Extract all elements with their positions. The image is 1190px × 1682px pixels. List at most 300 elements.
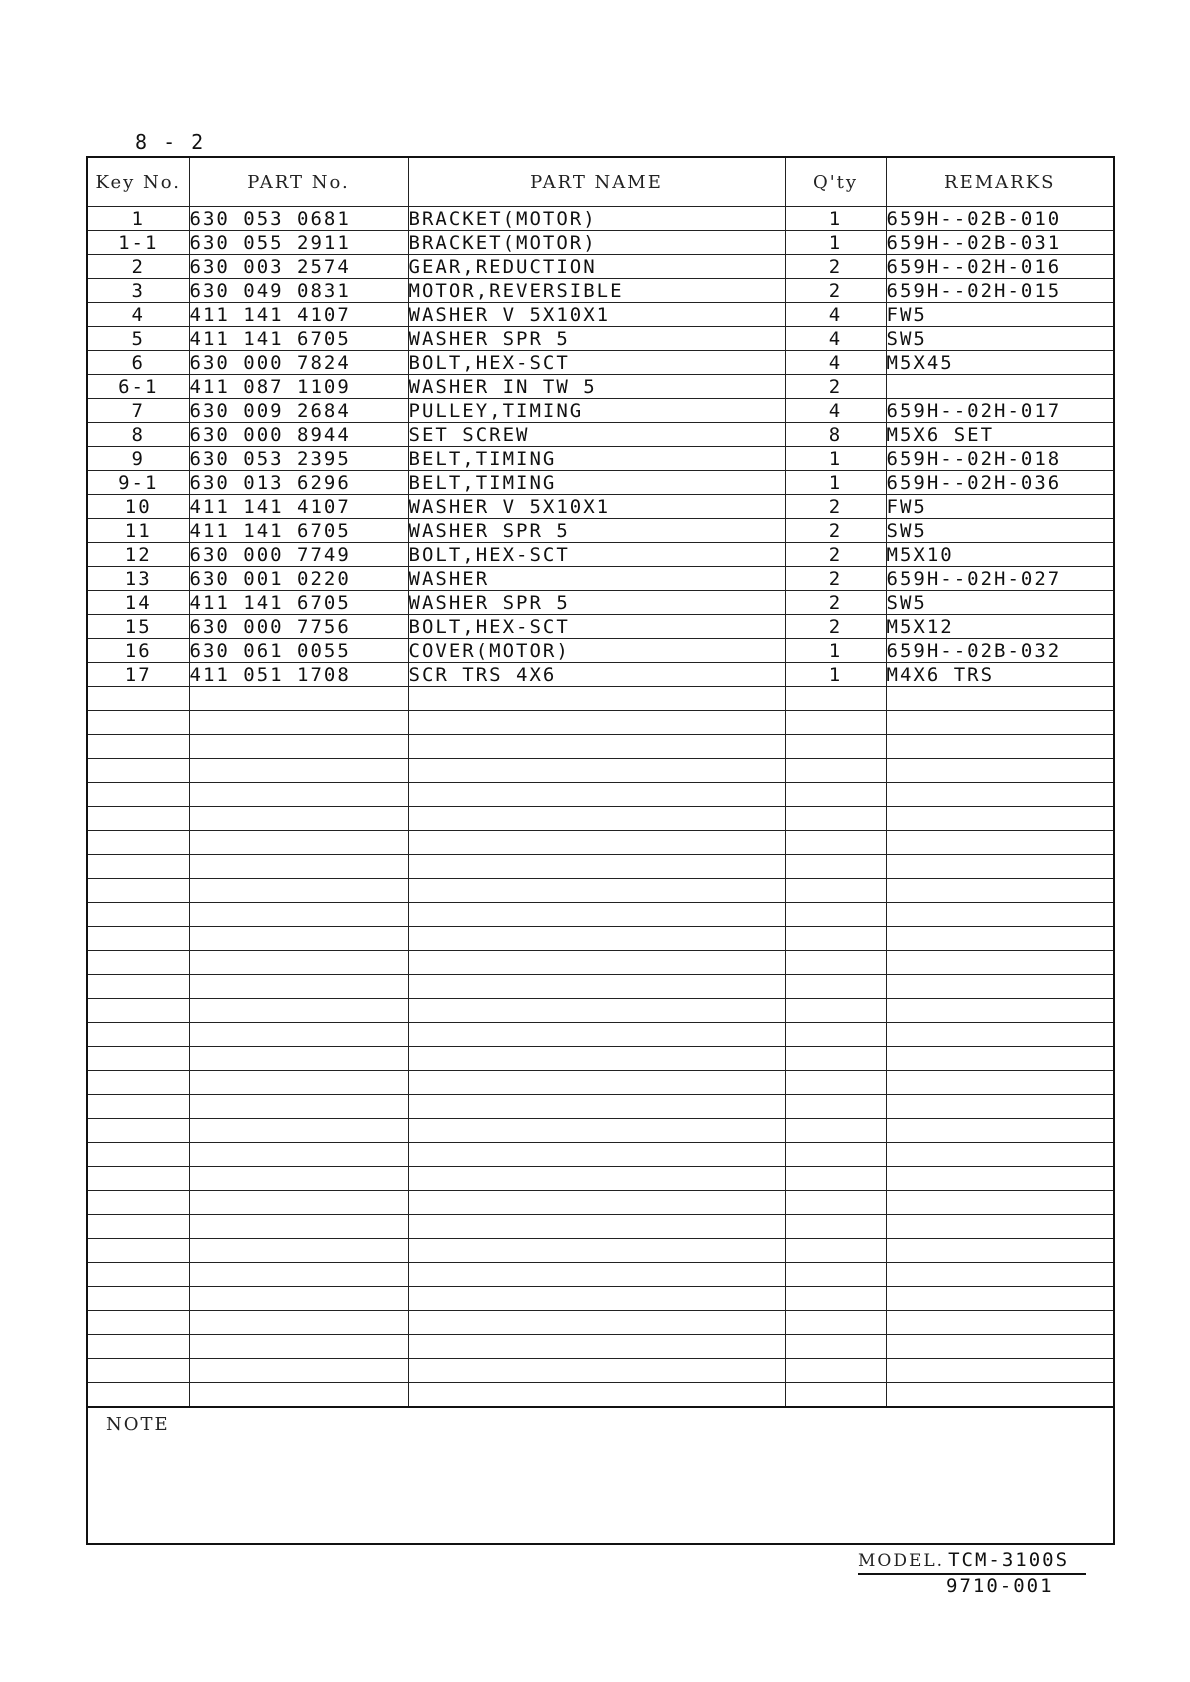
cell-part-name: WASHER V 5X10X1 — [408, 303, 785, 327]
cell-qty — [785, 1047, 886, 1071]
cell-part-name — [408, 1047, 785, 1071]
cell-qty — [785, 1095, 886, 1119]
cell-remarks: 659H--02H-016 — [886, 255, 1113, 279]
cell-qty — [785, 807, 886, 831]
cell-part-no: 630 013 6296 — [189, 471, 408, 495]
cell-remarks — [886, 1023, 1113, 1047]
cell-remarks — [886, 1167, 1113, 1191]
cell-remarks — [886, 711, 1113, 735]
cell-part-no: 630 000 8944 — [189, 423, 408, 447]
cell-part-name: SET SCREW — [408, 423, 785, 447]
cell-part-name — [408, 1239, 785, 1263]
header-remarks: REMARKS — [886, 158, 1113, 207]
table-row — [88, 447, 1113, 471]
cell-part-name — [408, 975, 785, 999]
cell-part-name — [408, 1359, 785, 1383]
cell-part-no: 411 141 6705 — [189, 519, 408, 543]
cell-remarks: FW5 — [886, 495, 1113, 519]
note-section — [88, 1406, 1113, 1545]
cell-part-name — [408, 759, 785, 783]
cell-part-name — [408, 687, 785, 711]
cell-key-no — [88, 951, 189, 975]
cell-part-name — [408, 711, 785, 735]
cell-part-no: 411 141 6705 — [189, 327, 408, 351]
cell-remarks — [886, 1191, 1113, 1215]
table-row — [88, 399, 1113, 423]
cell-remarks: SW5 — [886, 519, 1113, 543]
cell-part-no — [189, 999, 408, 1023]
cell-part-no — [189, 1047, 408, 1071]
cell-remarks — [886, 1071, 1113, 1095]
cell-key-no: 9 — [88, 447, 189, 471]
cell-key-no — [88, 1119, 189, 1143]
cell-part-no — [189, 783, 408, 807]
empty-table-row — [88, 1359, 1113, 1383]
cell-part-no — [189, 1167, 408, 1191]
parts-list-sheet — [86, 156, 1115, 1545]
cell-key-no — [88, 1047, 189, 1071]
cell-part-no — [189, 1071, 408, 1095]
cell-remarks — [886, 1119, 1113, 1143]
empty-table-row — [88, 975, 1113, 999]
cell-key-no — [88, 1191, 189, 1215]
cell-part-name — [408, 1263, 785, 1287]
cell-qty — [785, 975, 886, 999]
empty-table-row — [88, 759, 1113, 783]
table-row — [88, 207, 1113, 231]
cell-part-no — [189, 1119, 408, 1143]
cell-part-name: BELT,TIMING — [408, 447, 785, 471]
cell-key-no: 10 — [88, 495, 189, 519]
cell-key-no — [88, 999, 189, 1023]
table-row — [88, 639, 1113, 663]
cell-part-name — [408, 1143, 785, 1167]
cell-qty: 1 — [785, 639, 886, 663]
empty-table-row — [88, 1047, 1113, 1071]
cell-key-no — [88, 1023, 189, 1047]
cell-remarks: FW5 — [886, 303, 1113, 327]
table-row — [88, 615, 1113, 639]
cell-key-no — [88, 687, 189, 711]
cell-qty: 1 — [785, 231, 886, 255]
empty-table-row — [88, 711, 1113, 735]
empty-table-row — [88, 1263, 1113, 1287]
cell-part-name — [408, 1191, 785, 1215]
cell-remarks — [886, 1263, 1113, 1287]
cell-key-no: 16 — [88, 639, 189, 663]
empty-table-row — [88, 1023, 1113, 1047]
model-line — [858, 1549, 1086, 1575]
cell-key-no — [88, 711, 189, 735]
cell-part-no: 630 053 0681 — [189, 207, 408, 231]
cell-part-no — [189, 1143, 408, 1167]
cell-part-name — [408, 807, 785, 831]
cell-part-no: 630 009 2684 — [189, 399, 408, 423]
cell-key-no: 4 — [88, 303, 189, 327]
cell-part-no: 411 141 4107 — [189, 303, 408, 327]
cell-remarks — [886, 735, 1113, 759]
cell-remarks — [886, 807, 1113, 831]
cell-qty — [785, 855, 886, 879]
empty-table-row — [88, 1287, 1113, 1311]
cell-key-no: 5 — [88, 327, 189, 351]
cell-qty — [785, 1191, 886, 1215]
cell-part-name: COVER(MOTOR) — [408, 639, 785, 663]
cell-qty: 8 — [785, 423, 886, 447]
cell-part-name: BOLT,HEX-SCT — [408, 351, 785, 375]
cell-key-no — [88, 1167, 189, 1191]
cell-qty: 4 — [785, 327, 886, 351]
cell-part-no: 411 051 1708 — [189, 663, 408, 687]
empty-table-row — [88, 1383, 1113, 1407]
cell-part-no: 630 000 7756 — [189, 615, 408, 639]
cell-qty — [785, 1383, 886, 1407]
cell-remarks — [886, 783, 1113, 807]
cell-qty — [785, 783, 886, 807]
cell-qty — [785, 999, 886, 1023]
cell-qty: 2 — [785, 543, 886, 567]
cell-key-no — [88, 807, 189, 831]
cell-qty: 4 — [785, 351, 886, 375]
cell-key-no — [88, 1071, 189, 1095]
empty-table-row — [88, 1167, 1113, 1191]
cell-part-no — [189, 1095, 408, 1119]
cell-part-no — [189, 1311, 408, 1335]
cell-key-no — [88, 927, 189, 951]
cell-remarks: 659H--02H-027 — [886, 567, 1113, 591]
cell-remarks — [886, 951, 1113, 975]
cell-part-no — [189, 975, 408, 999]
cell-key-no: 1 — [88, 207, 189, 231]
empty-table-row — [88, 1335, 1113, 1359]
cell-part-name: PULLEY,TIMING — [408, 399, 785, 423]
cell-part-name: BELT,TIMING — [408, 471, 785, 495]
cell-key-no — [88, 855, 189, 879]
cell-part-no: 630 053 2395 — [189, 447, 408, 471]
cell-key-no: 13 — [88, 567, 189, 591]
cell-part-no — [189, 687, 408, 711]
cell-key-no: 6-1 — [88, 375, 189, 399]
table-row — [88, 279, 1113, 303]
cell-key-no — [88, 1287, 189, 1311]
header-qty: Q'ty — [785, 158, 886, 207]
model-label: MODEL. — [858, 1551, 945, 1571]
cell-part-no: 630 000 7749 — [189, 543, 408, 567]
cell-part-name — [408, 831, 785, 855]
cell-part-no — [189, 951, 408, 975]
cell-remarks: M5X12 — [886, 615, 1113, 639]
model-value: TCM-3100S — [948, 1549, 1070, 1571]
cell-remarks: 659H--02H-017 — [886, 399, 1113, 423]
cell-qty — [785, 903, 886, 927]
cell-part-name: WASHER SPR 5 — [408, 327, 785, 351]
note-label: NOTE — [106, 1414, 170, 1435]
cell-key-no: 17 — [88, 663, 189, 687]
table-row — [88, 663, 1113, 687]
cell-part-name — [408, 1119, 785, 1143]
cell-qty: 1 — [785, 447, 886, 471]
cell-remarks — [886, 375, 1113, 399]
cell-qty — [785, 759, 886, 783]
cell-remarks — [886, 903, 1113, 927]
cell-part-name — [408, 1095, 785, 1119]
cell-remarks: 659H--02H-036 — [886, 471, 1113, 495]
table-row — [88, 543, 1113, 567]
document-number: 9710-001 — [946, 1575, 1054, 1597]
empty-table-row — [88, 951, 1113, 975]
cell-key-no: 2 — [88, 255, 189, 279]
cell-part-name: BRACKET(MOTOR) — [408, 231, 785, 255]
cell-remarks: M5X6 SET — [886, 423, 1113, 447]
cell-remarks: M5X10 — [886, 543, 1113, 567]
table-row — [88, 591, 1113, 615]
cell-part-no — [189, 903, 408, 927]
cell-part-name — [408, 999, 785, 1023]
cell-qty: 1 — [785, 471, 886, 495]
cell-remarks — [886, 1287, 1113, 1311]
cell-part-name — [408, 927, 785, 951]
cell-part-name: BRACKET(MOTOR) — [408, 207, 785, 231]
empty-table-row — [88, 783, 1113, 807]
cell-key-no — [88, 1215, 189, 1239]
cell-qty: 2 — [785, 495, 886, 519]
cell-part-no: 630 061 0055 — [189, 639, 408, 663]
empty-table-row — [88, 927, 1113, 951]
cell-part-name: WASHER — [408, 567, 785, 591]
cell-part-name: WASHER V 5X10X1 — [408, 495, 785, 519]
empty-table-row — [88, 831, 1113, 855]
table-row — [88, 375, 1113, 399]
cell-part-no: 630 000 7824 — [189, 351, 408, 375]
cell-part-no: 411 087 1109 — [189, 375, 408, 399]
cell-remarks — [886, 1239, 1113, 1263]
header-part-no: PART No. — [189, 158, 408, 207]
cell-part-no — [189, 927, 408, 951]
cell-key-no — [88, 903, 189, 927]
cell-part-name — [408, 1311, 785, 1335]
cell-part-no: 630 049 0831 — [189, 279, 408, 303]
cell-qty — [785, 927, 886, 951]
cell-remarks: M4X6 TRS — [886, 663, 1113, 687]
empty-table-row — [88, 855, 1113, 879]
cell-part-no — [189, 735, 408, 759]
cell-part-name: WASHER SPR 5 — [408, 591, 785, 615]
cell-key-no — [88, 975, 189, 999]
cell-part-no: 630 055 2911 — [189, 231, 408, 255]
cell-remarks — [886, 975, 1113, 999]
cell-remarks — [886, 687, 1113, 711]
cell-key-no — [88, 879, 189, 903]
cell-part-name — [408, 1071, 785, 1095]
empty-table-row — [88, 1119, 1113, 1143]
table-row — [88, 351, 1113, 375]
cell-qty — [785, 687, 886, 711]
cell-qty — [785, 1335, 886, 1359]
table-row — [88, 471, 1113, 495]
cell-key-no: 12 — [88, 543, 189, 567]
cell-remarks — [886, 1383, 1113, 1407]
cell-part-no — [189, 1359, 408, 1383]
cell-remarks — [886, 1335, 1113, 1359]
empty-table-row — [88, 879, 1113, 903]
cell-remarks: 659H--02B-032 — [886, 639, 1113, 663]
cell-part-no — [189, 855, 408, 879]
cell-remarks: 659H--02B-010 — [886, 207, 1113, 231]
cell-part-no — [189, 1215, 408, 1239]
cell-qty — [785, 735, 886, 759]
cell-remarks — [886, 1359, 1113, 1383]
cell-part-no — [189, 1023, 408, 1047]
cell-part-name — [408, 1287, 785, 1311]
cell-remarks: M5X45 — [886, 351, 1113, 375]
cell-part-no: 411 141 6705 — [189, 591, 408, 615]
cell-remarks — [886, 759, 1113, 783]
table-row — [88, 327, 1113, 351]
cell-qty — [785, 1119, 886, 1143]
cell-part-name — [408, 1383, 785, 1407]
cell-qty — [785, 879, 886, 903]
empty-table-row — [88, 1191, 1113, 1215]
cell-remarks — [886, 1095, 1113, 1119]
cell-part-no — [189, 831, 408, 855]
table-row — [88, 231, 1113, 255]
cell-qty: 1 — [785, 207, 886, 231]
empty-table-row — [88, 1311, 1113, 1335]
cell-remarks — [886, 1047, 1113, 1071]
cell-part-no: 630 001 0220 — [189, 567, 408, 591]
cell-key-no — [88, 1095, 189, 1119]
empty-table-row — [88, 807, 1113, 831]
cell-qty: 2 — [785, 519, 886, 543]
cell-key-no: 14 — [88, 591, 189, 615]
cell-remarks — [886, 1215, 1113, 1239]
cell-remarks — [886, 879, 1113, 903]
cell-part-name: WASHER SPR 5 — [408, 519, 785, 543]
empty-table-row — [88, 999, 1113, 1023]
cell-qty — [785, 951, 886, 975]
cell-part-no — [189, 1263, 408, 1287]
cell-part-name — [408, 903, 785, 927]
cell-key-no: 8 — [88, 423, 189, 447]
cell-key-no — [88, 1335, 189, 1359]
cell-part-name — [408, 879, 785, 903]
cell-qty: 1 — [785, 663, 886, 687]
cell-key-no: 3 — [88, 279, 189, 303]
empty-table-row — [88, 1095, 1113, 1119]
cell-qty: 4 — [785, 399, 886, 423]
header-row — [88, 158, 1113, 207]
parts-table — [88, 158, 1113, 1407]
table-row — [88, 567, 1113, 591]
empty-table-row — [88, 687, 1113, 711]
cell-part-name: MOTOR,REVERSIBLE — [408, 279, 785, 303]
parts-table-body — [88, 207, 1113, 1407]
cell-qty: 4 — [785, 303, 886, 327]
cell-key-no: 1-1 — [88, 231, 189, 255]
cell-qty: 2 — [785, 375, 886, 399]
cell-key-no — [88, 831, 189, 855]
cell-qty — [785, 711, 886, 735]
cell-qty — [785, 1263, 886, 1287]
cell-key-no — [88, 1263, 189, 1287]
cell-part-name — [408, 855, 785, 879]
cell-remarks: SW5 — [886, 591, 1113, 615]
cell-part-name — [408, 1023, 785, 1047]
empty-table-row — [88, 1215, 1113, 1239]
cell-part-name: WASHER IN TW 5 — [408, 375, 785, 399]
table-row — [88, 303, 1113, 327]
cell-remarks: SW5 — [886, 327, 1113, 351]
cell-key-no — [88, 1359, 189, 1383]
table-row — [88, 519, 1113, 543]
cell-remarks — [886, 1143, 1113, 1167]
cell-qty: 2 — [785, 279, 886, 303]
cell-key-no — [88, 1383, 189, 1407]
cell-part-no — [189, 711, 408, 735]
cell-part-name — [408, 783, 785, 807]
cell-qty — [785, 831, 886, 855]
cell-qty — [785, 1143, 886, 1167]
cell-key-no — [88, 759, 189, 783]
cell-key-no: 6 — [88, 351, 189, 375]
empty-table-row — [88, 903, 1113, 927]
cell-qty — [785, 1311, 886, 1335]
page-number: 8 - 2 — [135, 130, 206, 154]
cell-remarks: 659H--02B-031 — [886, 231, 1113, 255]
cell-key-no: 7 — [88, 399, 189, 423]
empty-table-row — [88, 735, 1113, 759]
cell-part-no: 630 003 2574 — [189, 255, 408, 279]
cell-part-name: SCR TRS 4X6 — [408, 663, 785, 687]
cell-part-no — [189, 1335, 408, 1359]
cell-remarks — [886, 855, 1113, 879]
cell-qty — [785, 1287, 886, 1311]
cell-part-name — [408, 951, 785, 975]
cell-key-no: 11 — [88, 519, 189, 543]
cell-qty — [785, 1215, 886, 1239]
cell-key-no: 9-1 — [88, 471, 189, 495]
cell-part-name — [408, 1335, 785, 1359]
cell-part-name — [408, 735, 785, 759]
table-row — [88, 423, 1113, 447]
cell-qty — [785, 1071, 886, 1095]
cell-part-no — [189, 1239, 408, 1263]
cell-qty — [785, 1359, 886, 1383]
cell-part-name: GEAR,REDUCTION — [408, 255, 785, 279]
cell-key-no — [88, 1143, 189, 1167]
cell-part-no — [189, 1287, 408, 1311]
cell-part-no — [189, 1191, 408, 1215]
cell-qty — [785, 1023, 886, 1047]
cell-part-name: BOLT,HEX-SCT — [408, 543, 785, 567]
cell-key-no — [88, 735, 189, 759]
cell-part-no — [189, 807, 408, 831]
cell-part-name — [408, 1167, 785, 1191]
cell-qty — [785, 1167, 886, 1191]
cell-remarks: 659H--02H-018 — [886, 447, 1113, 471]
cell-part-no — [189, 879, 408, 903]
cell-remarks — [886, 831, 1113, 855]
cell-key-no: 15 — [88, 615, 189, 639]
cell-part-no: 411 141 4107 — [189, 495, 408, 519]
cell-part-name — [408, 1215, 785, 1239]
cell-qty — [785, 1239, 886, 1263]
cell-qty: 2 — [785, 591, 886, 615]
cell-part-no — [189, 1383, 408, 1407]
cell-remarks: 659H--02H-015 — [886, 279, 1113, 303]
cell-remarks — [886, 1311, 1113, 1335]
header-part-name: PART NAME — [408, 158, 785, 207]
